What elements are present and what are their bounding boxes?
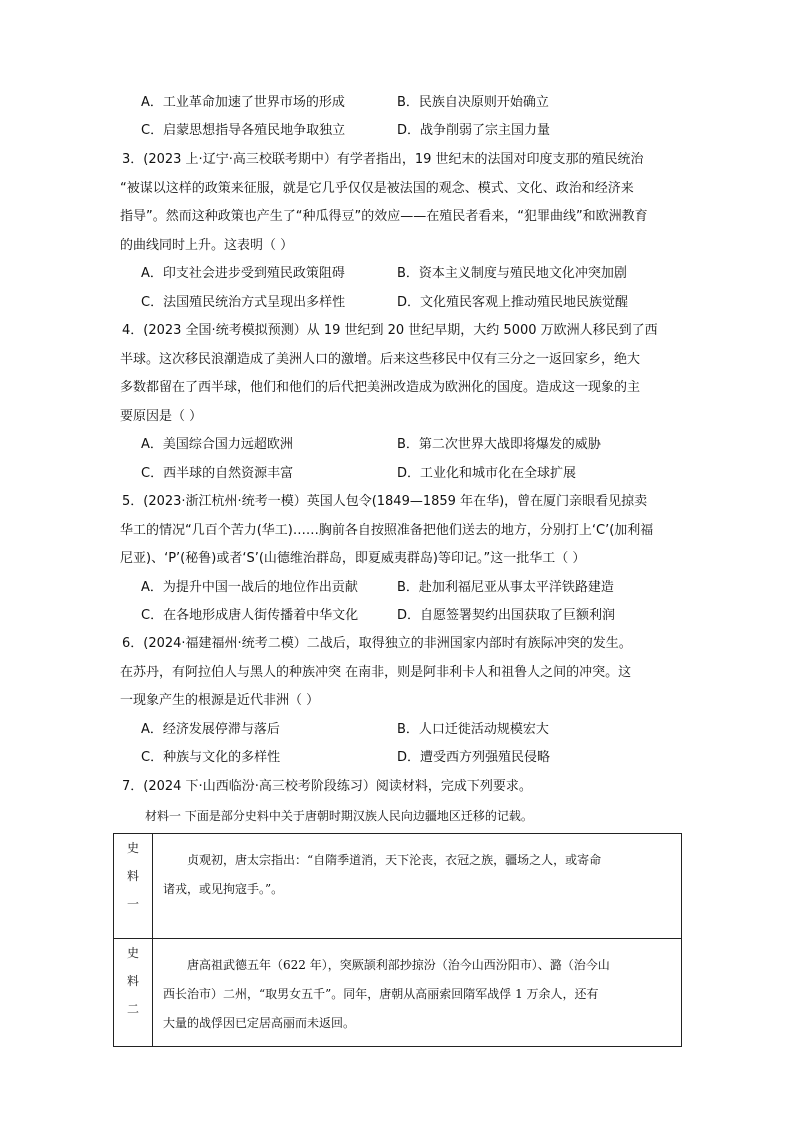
q3-option-c: C．法国殖民统治方式呈现出多样性 [141, 295, 346, 310]
q6-stem-line: 6．(2024·福建福州·统考二模）二战后，取得独立的非洲国家内部时有族际冲突的发生。 [122, 636, 632, 651]
q6-option-b: B．人口迁徙活动规模宏大 [397, 722, 549, 737]
q3-option-b: B．资本主义制度与殖民地文化冲突加剧 [397, 266, 627, 281]
q2-option-d: D．战争削弱了宗主国力量 [397, 123, 551, 138]
source-label: 史 料 二 [114, 939, 153, 1047]
q2-option-c: C．启蒙思想指导各殖民地争取独立 [141, 123, 346, 138]
q5-option-c: C．在各地形成唐人街传播着中华文化 [141, 608, 359, 623]
material1-intro: 材料一 下面是部分史料中关于唐朝时期汉族人民向边疆地区迁移的记载。 [145, 809, 533, 823]
q5-stem-line: 尼亚)、‘P’(秘鲁)或者‘S’(山德维治群岛，即夏威夷群岛)等印记。”这一批华工（ ） [120, 551, 586, 566]
q3-stem-line: “被谋以这样的政策来征服，就是它几乎仅仅是被法国的观念、模式、文化、政治和经济来 [120, 181, 634, 196]
source-text: 唐高祖武德五年（622 年），突厥颉利部抄掠汾（治今山西汾阳市）、潞（治今山 西长治市）二州，“取男女五千”。同年，唐朝从高丽索回隋军战俘 1 万余人，还有 大量的战俘因已定居高丽而未返回。 [153, 939, 682, 1047]
q5-option-a: A．为提升中国一战后的地位作出贡献 [141, 580, 358, 595]
q3-option-d: D．文化殖民客观上推动殖民地民族觉醒 [397, 295, 629, 310]
q4-option-a: A．美国综合国力远超欧洲 [141, 437, 293, 452]
source-table [113, 833, 682, 1047]
q5-option-b: B．赴加利福尼亚从事太平洋铁路建造 [397, 580, 614, 595]
source-label: 史 料 一 [114, 834, 153, 939]
q4-stem-line: 半球。这次移民浪潮造成了美洲人口的激增。后来这些移民中仅有三分之一返回家乡，绝大 [120, 352, 641, 367]
source-row [114, 939, 682, 1047]
q3-stem-line: 指导”。然而这种政策也产生了“种瓜得豆”的效应——在殖民者看来，“犯罪曲线”和欧洲教育 [120, 209, 648, 224]
q5-stem-line: 华工的情况“几百个苦力(华工)……胸前各自按照准备把他们送去的地方，分别打上‘C’(加利福 [120, 523, 654, 538]
q6-option-d: D．遭受西方列强殖民侵略 [397, 750, 551, 765]
q5-stem-line: 5．(2023·浙江杭州·统考一模）英国人包令(1849—1859 年在华)，曾在厦门亲眼看见掠卖 [122, 494, 648, 509]
q4-stem-line: 4．(2023 全国·统考模拟预测）从 19 世纪到 20 世纪早期，大约 5000 万欧洲人移民到了西 [122, 323, 658, 338]
q4-option-b: B．第二次世界大战即将爆发的威胁 [397, 437, 601, 452]
q4-stem-line: 多数都留在了西半球，他们和他们的后代把美洲改造成为欧洲化的国度。造成这一现象的主 [120, 380, 641, 395]
q6-option-c: C．种族与文化的多样性 [141, 750, 281, 765]
q4-stem-line: 要原因是（ ） [120, 409, 203, 424]
q6-stem-line: 在苏丹，有阿拉伯人与黑人的种族冲突 在南非，则是阿非利卡人和祖鲁人之间的冲突。这 [120, 665, 632, 680]
q2-option-a: A．工业革命加速了世界市场的形成 [141, 95, 345, 110]
q2-option-b: B．民族自决原则开始确立 [397, 95, 549, 110]
q3-stem-line: 的曲线同时上升。这表明（ ） [120, 238, 294, 253]
q3-stem-line: 3．(2023 上·辽宁·高三校联考期中）有学者指出，19 世纪末的法国对印度支那的殖民统治 [122, 152, 644, 167]
q3-option-a: A．印支社会进步受到殖民政策阻碍 [141, 266, 345, 281]
q5-option-d: D．自愿签署契约出国获取了巨额利润 [397, 608, 616, 623]
q4-option-c: C．西半球的自然资源丰富 [141, 466, 294, 481]
q7-stem: 7．(2024 下·山西临汾·高三校考阶段练习）阅读材料，完成下列要求。 [122, 779, 532, 794]
source-row [114, 834, 682, 939]
source-text: 贞观初，唐太宗指出：“自隋季道消，天下沦丧，衣冠之族，疆场之人，或寄命 诸戎，或见拘寇手。”。 [153, 834, 682, 939]
q6-stem-line: 一现象产生的根源是近代非洲（ ） [120, 693, 320, 708]
q4-option-d: D．工业化和城市化在全球扩展 [397, 466, 577, 481]
q6-option-a: A．经济发展停滞与落后 [141, 722, 280, 737]
